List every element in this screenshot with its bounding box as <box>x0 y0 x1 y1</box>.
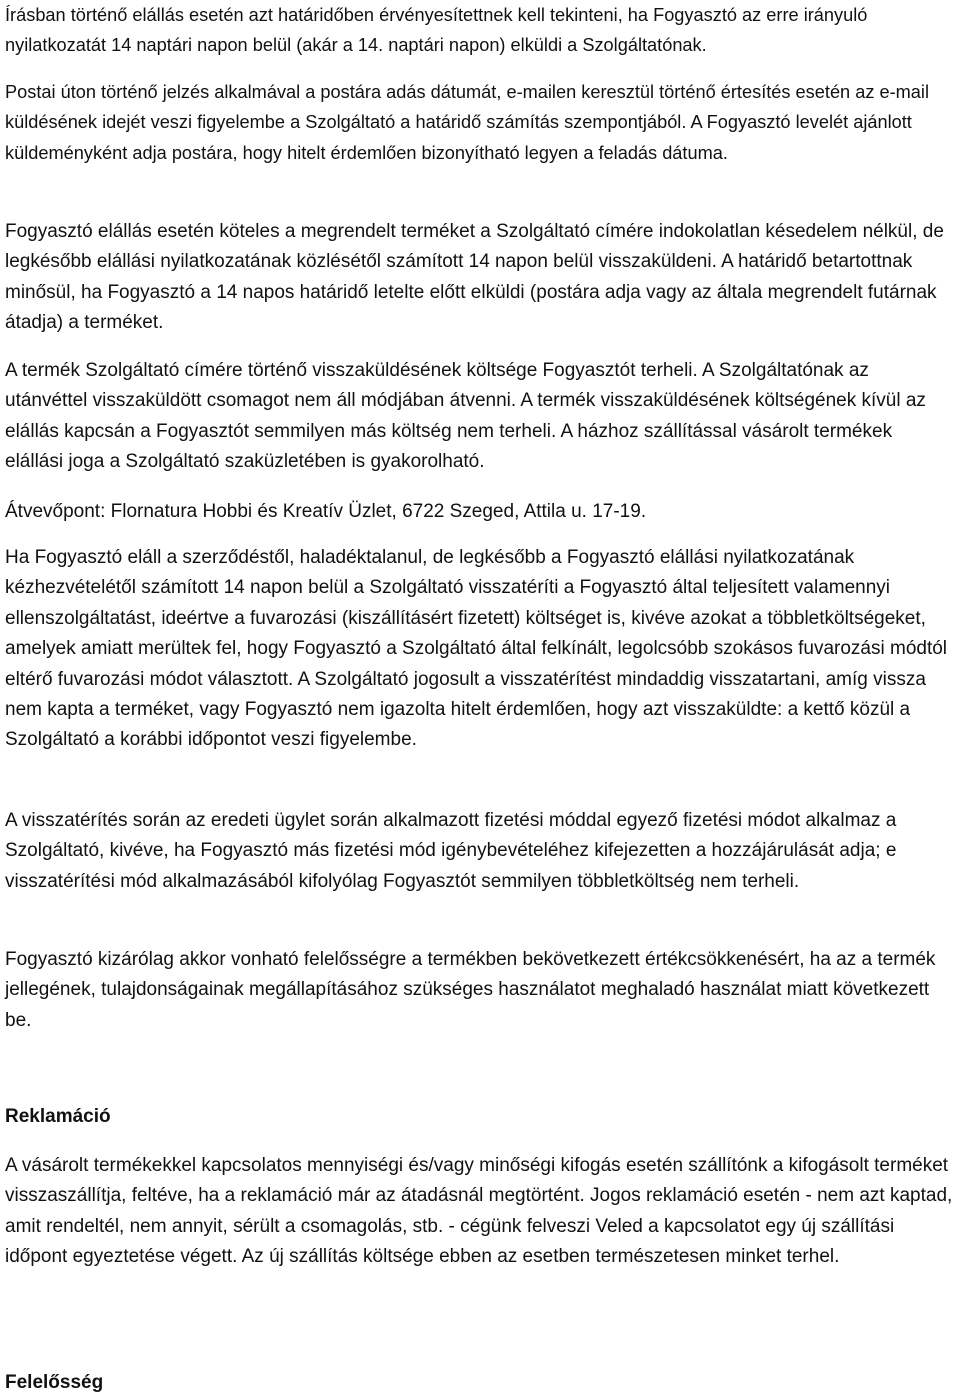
paragraph-return-cost: A termék Szolgáltató címére történő visszaküldésének költsége Fogyasztót terheli. A Szolgáltatónak az utánvéttel visszaküldött csomagot nem áll módjában átvenni. A termék visszaküldésének költségének kívül az elállás kapcsán a Fogyasztót semmilyen más költség nem terheli. A házhoz szállítással vásárolt termékek elállási joga a Szolgáltató szaküzletében is gyakorolható. <box>5 360 926 473</box>
paragraph-liability-depreciation: Fogyasztó kizárólag akkor vonható felelősségre a termékben bekövetkezett értékcsökkenésért, ha az a termék jellegének, tulajdonságainak megállapításához szükséges használatot meghaladó használat miatt következett be. <box>5 949 936 1031</box>
paragraph-postal-notice: Postai úton történő jelzés alkalmával a postára adás dátumát, e-mailen keresztül történő értesítés esetén az e-mail küldésének idejét veszi figyelembe a Szolgáltató a határidő számítás szempontjából. A Fogyasztó levelét ajánlott küldeményként adja postára, hogy hitelt érdemlően bizonyítható legyen a feladás dátuma. <box>5 82 930 163</box>
paragraph-reklamacio: A vásárolt termékekkel kapcsolatos mennyiségi és/vagy minőségi kifogás esetén szállítónk a kifogásolt terméket visszaszállítja, feltéve, ha a reklamáció már az átadásnál megtörtént. Jogos reklamáció esetén - nem azt kaptad, amit rendeltél, nem annyit, sérült a csomagolás, stb. - cégünk felveszi Veled a kapcsolatot egy új szállítási időpont egyeztetése végett. Az új szállítás költsége ebben az esetben természetesen minket terhel. <box>5 1155 953 1268</box>
section-heading-reklamacio: Reklamáció <box>5 1106 111 1127</box>
paragraph-refund-method: A visszatérítés során az eredeti ügylet során alkalmazott fizetési móddal egyező fizetési módot alkalmaz a Szolgáltató, kivéve, ha Fogyasztó más fizetési mód igénybevételéhez kifejezetten a hozzájárulását adja; e visszatérítési mód alkalmazásából kifolyólag Fogyasztót semmilyen többletköltség nem terheli. <box>5 810 897 892</box>
paragraph-refund: Ha Fogyasztó eláll a szerződéstől, haladéktalanul, de legkésőbb a Fogyasztó elállási nyilatkozatának kézhezvételétől számított 14 napon belül a Szolgáltató visszatéríti a Fogyasztó által teljesített valamennyi ellenszolgáltatást, ideértve a fuvarozási (kiszállításért fizetett) költséget is, kivéve azokat a többletköltségeket, amelyek amiatt merültek fel, hogy Fogyasztó a Szolgáltató által felkínált, legolcsóbb szokásos fuvarozási módtól eltérő fuvarozási módot választott. A Szolgáltató jogosult a visszatérítést mindaddig visszatartani, amíg vissza nem kapta a terméket, vagy Fogyasztó nem igazolta hitelt érdemlően, hogy azt visszaküldte: a kettő közül a Szolgáltató a korábbi időpontot veszi figyelembe. <box>5 547 948 751</box>
paragraph-written-withdrawal: Írásban történő elállás esetén azt határidőben érvényesítettnek kell tekinteni, ha Fogyasztó az erre irányuló nyilatkozatát 14 naptári napon belül (akár a 14. naptári napon) elküldi a Szolgáltatónak. <box>5 5 868 56</box>
paragraph-pickup-point: Átvevőpont: Flornatura Hobbi és Kreatív Üzlet, 6722 Szeged, Attila u. 17-19. <box>5 501 647 522</box>
paragraph-return-deadline: Fogyasztó elállás esetén köteles a megrendelt terméket a Szolgáltató címére indokolatlan késedelem nélkül, de legkésőbb elállási nyilatkozatának közlésétől számított 14 napon belül visszaküldeni. A határidő betartottnak minősül, ha Fogyasztó a 14 napos határidő letelte előtt elküldi (postára adja vagy az általa megrendelt futárnak átadja) a terméket. <box>5 221 944 334</box>
section-heading-felelosseg: Felelősség <box>5 1372 104 1393</box>
